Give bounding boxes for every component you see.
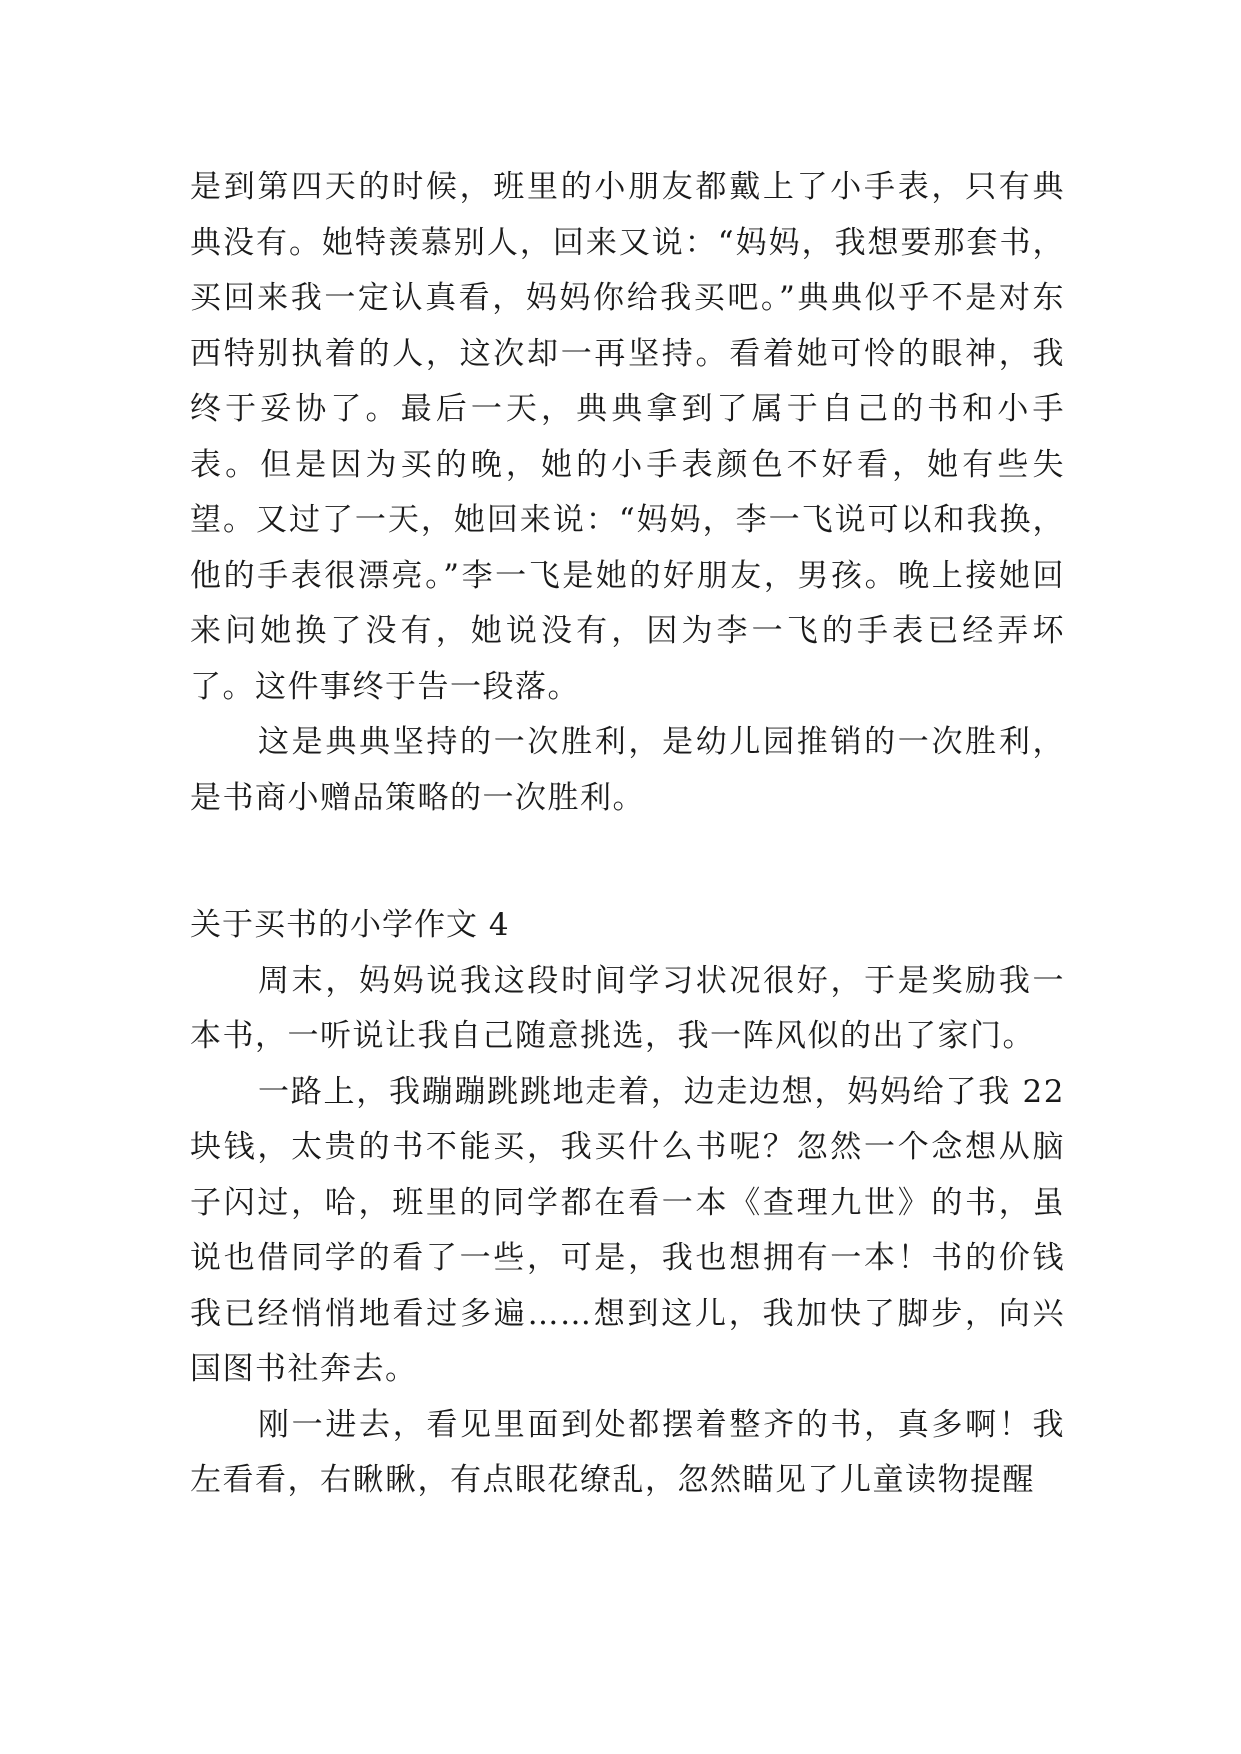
paragraph-story-conclusion: 这是典典坚持的一次胜利，是幼儿园推销的一次胜利，是书商小赠品策略的一次胜利。 <box>190 724 1065 816</box>
paragraph-essay-journey: 一路上，我蹦蹦跳跳地走着，边走边想，妈妈给了我 22 块钱，太贵的书不能买，我买什么书呢？忽然一个念想从脑子闪过，哈，班里的同学都在看一本《查理九世》的书，虽说也借同学的看了一些，可是，我也想拥有一本！书的价钱我已经悄悄地看过多遍……想到这儿，我加快了脚步，向兴国图书社奔去。 <box>190 1073 1065 1387</box>
document-body <box>190 160 1065 1509</box>
paragraph-essay-bookstore: 刚一进去，看见里面到处都摆着整齐的书，真多啊！我左看看，右瞅瞅，有点眼花缭乱，忽然瞄见了儿童读物提醒 <box>190 1406 1065 1498</box>
section-title: 关于买书的小学作文 4 <box>190 907 510 943</box>
paragraph-essay-intro: 周末，妈妈说我这段时间学习状况很好，于是奖励我一本书，一听说让我自己随意挑选，我一阵风似的出了家门。 <box>190 962 1065 1054</box>
paragraph-story-continuation: 是到第四天的时候，班里的小朋友都戴上了小手表，只有典典没有。她特羡慕别人，回来又说：“妈妈，我想要那套书，买回来我一定认真看，妈妈你给我买吧。”典典似乎不是对东西特别执着的人，这次却一再坚持。看着她可怜的眼神，我终于妥协了。最后一天，典典拿到了属于自己的书和小手表。但是因为买的晚，她的小手表颜色不好看，她有些失望。又过了一天，她回来说：“妈妈，李一飞说可以和我换，他的手表很漂亮。”李一飞是她的好朋友，男孩。晚上接她回来问她换了没有，她说没有，因为李一飞的手表已经弄坏了。这件事终于告一段落。 <box>190 169 1065 705</box>
